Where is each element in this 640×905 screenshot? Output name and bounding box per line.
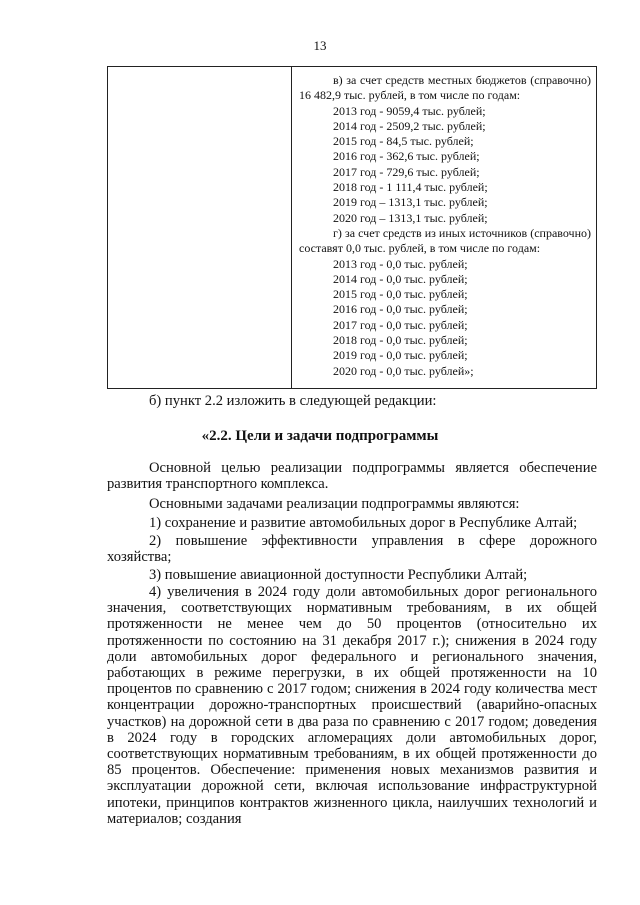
- local-budget-year: 2013 год - 9059,4 тыс. рублей;: [333, 103, 486, 118]
- task-2-text: 2) повышение эффективности управления в сфере дорожного хозяйства;: [107, 533, 597, 566]
- other-sources-year: 2014 год - 0,0 тыс. рублей;: [333, 271, 468, 286]
- task-1-paragraph: [107, 515, 597, 531]
- funding-cell: [299, 73, 591, 379]
- other-sources-year: 2016 год - 0,0 тыс. рублей;: [333, 302, 468, 317]
- local-budget-year: 2014 год - 2509,2 тыс. рублей;: [333, 118, 486, 133]
- local-budget-year: 2018 год - 1 111,4 тыс. рублей;: [333, 180, 488, 195]
- other-sources-year: 2017 год - 0,0 тыс. рублей;: [333, 317, 468, 332]
- local-budget-year: 2015 год - 84,5 тыс. рублей;: [333, 134, 474, 149]
- page-number: 13: [313, 38, 327, 53]
- local-budget-year: 2019 год – 1313,1 тыс. рублей;: [333, 195, 488, 210]
- local-budget-intro: в) за счет средств местных бюджетов (справочно) 16 482,9 тыс. рублей, в том числе по годам:: [299, 73, 591, 103]
- goal-text: Основной целью реализации подпрограммы является обеспечение развития транспортного комплекса.: [107, 460, 597, 493]
- other-sources-year: 2018 год - 0,0 тыс. рублей;: [333, 333, 468, 348]
- other-sources-year: 2019 год - 0,0 тыс. рублей;: [333, 348, 468, 363]
- task-4-text: 4) увеличения в 2024 году доли автомобильных дорог регионального значения, соответствующих нормативным требованиям, в их общей протяженности не менее чем до 50 процентов (относительно их протяженности по состоянию на 31 декабря 2017 г.); снижения в 2024 году доли автомобильных дорог федерального и регионального значения, работающих в режиме перегрузки, в их общей протяженности на 10 процентов по сравнению с 2017 годом; снижения в 2024 году количества мест концентрации дорожно-транспортных происшествий (аварийно-опасных участков) на дорожной сети в два раза по сравнению с 2017 годом; доведения в 2024 году в городских агломерациях доли автомобильных дорог, соответствующих нормативным требованиям, в их общей протяженности до 85 процентов. Обеспечение: применения новых механизмов развития и эксплуатации дорожной сети, включая использование инфраструктурной ипотеки, принципов контрактов жизненного цикла, наилучших технологий и материалов; создания: [107, 584, 597, 827]
- tasks-intro-text: Основными задачами реализации подпрограммы являются:: [149, 496, 520, 512]
- goal-paragraph: [107, 460, 597, 492]
- other-sources-intro: г) за счет средств из иных источников (справочно) составят 0,0 тыс. рублей, в том числе по годам:: [299, 225, 591, 256]
- other-sources-year: 2013 год - 0,0 тыс. рублей;: [333, 256, 468, 271]
- section-heading: «2.2. Цели и задачи подпрограммы: [201, 428, 439, 444]
- other-sources-year: 2015 год - 0,0 тыс. рублей;: [333, 287, 468, 302]
- task-2-paragraph: [107, 533, 597, 565]
- task-3-text: 3) повышение авиационной доступности Республики Алтай;: [149, 567, 528, 583]
- item-b: б) пункт 2.2 изложить в следующей редакции:: [149, 393, 437, 409]
- table-column-divider: [291, 67, 292, 388]
- other-sources-year: 2020 год - 0,0 тыс. рублей»;: [333, 363, 474, 378]
- local-budget-year: 2020 год – 1313,1 тыс. рублей;: [333, 210, 488, 225]
- task-3-paragraph: [107, 567, 597, 583]
- item-b-text: [107, 393, 597, 409]
- task-4-paragraph: [107, 584, 597, 827]
- funding-table: [107, 66, 597, 389]
- local-budget-year: 2017 год - 729,6 тыс. рублей;: [333, 164, 480, 179]
- local-budget-year: 2016 год - 362,6 тыс. рублей;: [333, 149, 480, 164]
- tasks-intro-paragraph: [107, 496, 597, 512]
- task-1-text: 1) сохранение и развитие автомобильных дорог в Республике Алтай;: [149, 515, 578, 531]
